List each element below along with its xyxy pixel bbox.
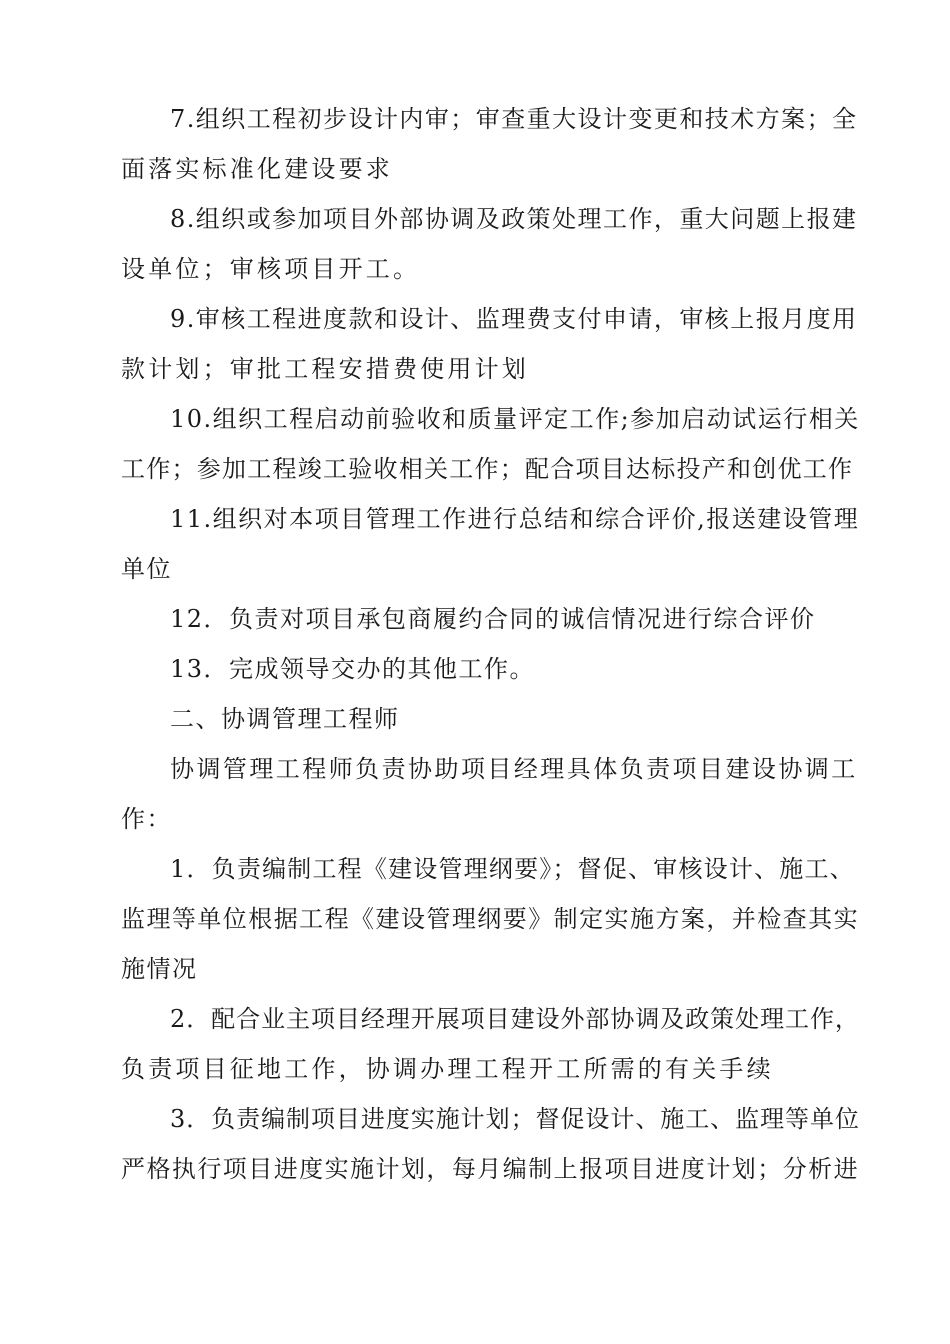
duty-1-line-1: 1．负责编制工程《建设管理纲要》；督促、审核设计、施工、 — [170, 855, 855, 883]
duty-1-line-3: 施情况 — [121, 955, 198, 983]
item-7-line-2: 面落实标准化建设要求 — [121, 155, 393, 183]
item-11-line-2: 单位 — [121, 555, 172, 583]
item-10-line-2: 工作；参加工程竣工验收相关工作；配合项目达标投产和创优工作 — [121, 455, 854, 483]
duty-2-line-1: 2．配合业主项目经理开展项目建设外部协调及政策处理工作， — [170, 1005, 860, 1033]
duty-2-line-2: 负责项目征地工作，协调办理工程开工所需的有关手续 — [121, 1055, 774, 1083]
item-11-line-1: 11.组织对本项目管理工作进行总结和综合评价,报送建设管理 — [170, 505, 860, 533]
item-10-line-1: 10.组织工程启动前验收和质量评定工作;参加启动试运行相关 — [170, 405, 860, 433]
section-intro-line-2: 作： — [121, 805, 172, 833]
duty-3-line-1: 3．负责编制项目进度实施计划；督促设计、施工、监理等单位 — [170, 1105, 860, 1133]
item-8-line-1: 8.组织或参加项目外部协调及政策处理工作，重大问题上报建 — [170, 205, 858, 233]
duty-1-line-2: 监理等单位根据工程《建设管理纲要》制定实施方案，并检查其实 — [121, 905, 860, 933]
item-12-line-1: 12．负责对项目承包商履约合同的诚信情况进行综合评价 — [170, 605, 816, 633]
duty-3-line-2: 严格执行项目进度实施计划，每月编制上报项目进度计划；分析进 — [121, 1155, 860, 1183]
item-13-line-1: 13．完成领导交办的其他工作。 — [170, 655, 536, 683]
item-9-line-2: 款计划；审批工程安措费使用计划 — [121, 355, 529, 383]
item-7-line-1: 7.组织工程初步设计内审；审查重大设计变更和技术方案；全 — [170, 105, 858, 133]
section-intro-line-1: 协调管理工程师负责协助项目经理具体负责项目建设协调工 — [170, 755, 858, 783]
item-9-line-1: 9.审核工程进度款和设计、监理费支付申请，审核上报月度用 — [170, 305, 858, 333]
item-8-line-2: 设单位；审核项目开工。 — [121, 255, 421, 283]
section-title: 二、协调管理工程师 — [170, 705, 400, 733]
